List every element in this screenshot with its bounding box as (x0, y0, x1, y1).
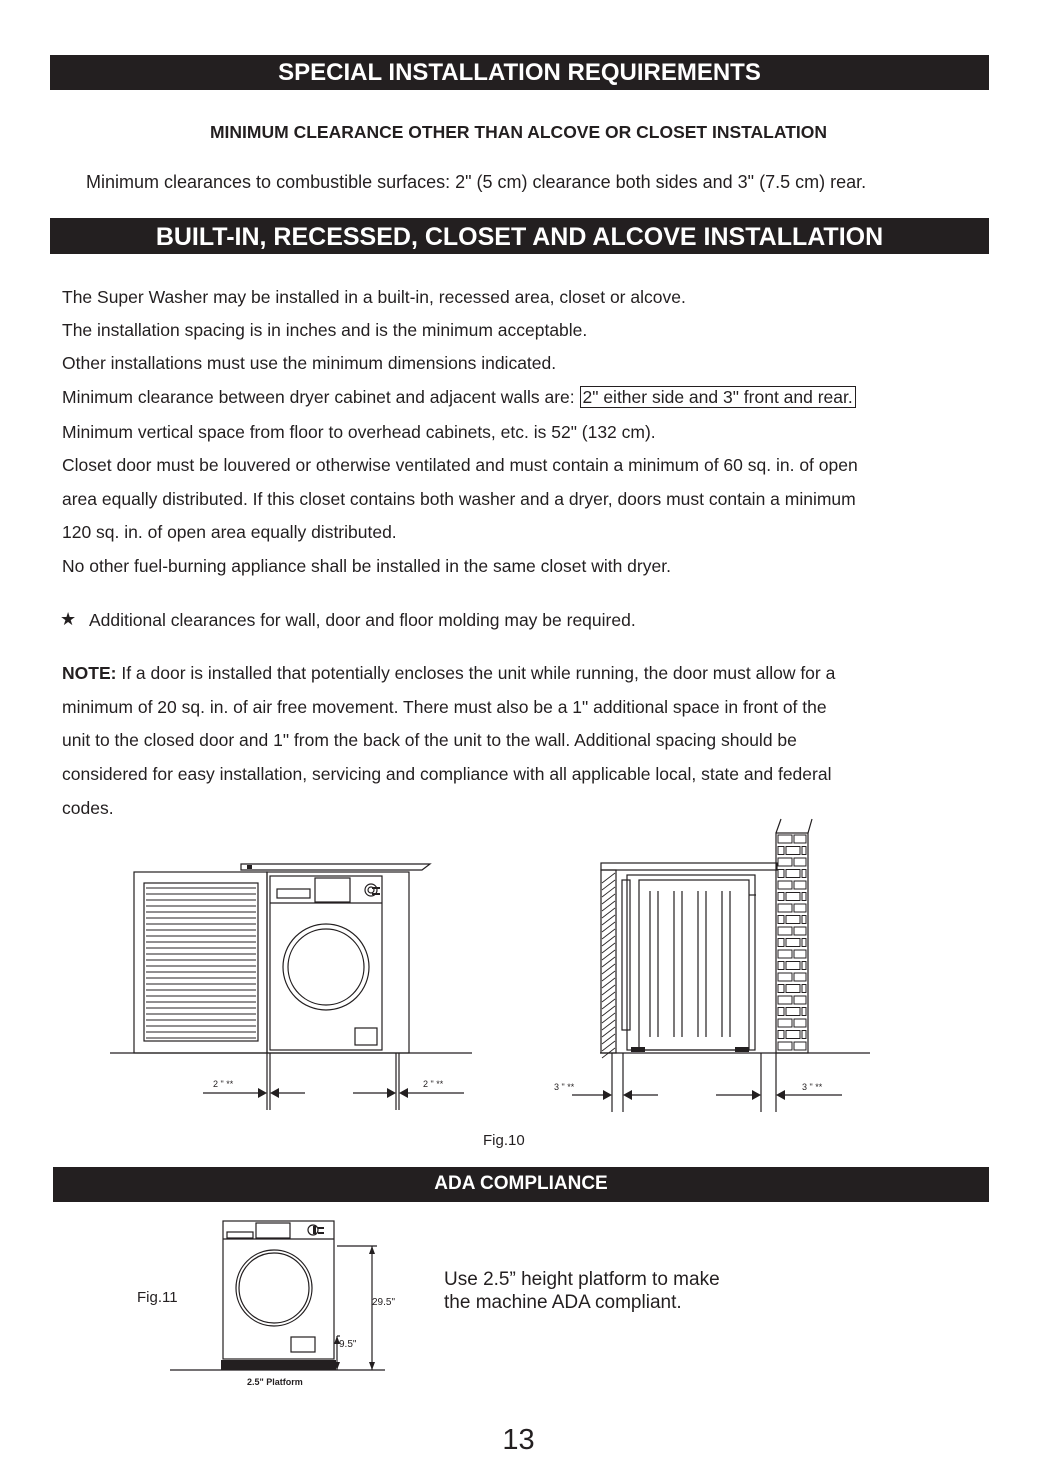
wall-brick (802, 939, 806, 947)
ada-instruction-line-1: Use 2.5” height platform to make (444, 1269, 720, 1290)
wall-brick (778, 985, 784, 993)
wall-brick (778, 893, 784, 901)
wall-brick (794, 1042, 806, 1050)
wall-brick (786, 916, 800, 924)
wall-brick (786, 870, 800, 878)
wall-brick (778, 1031, 784, 1039)
wall-brick (794, 904, 806, 912)
min-clearance-text: Minimum clearances to combustible surfaces: 2" (5 cm) clearance both sides and 3" (7.5 cm) rear. (86, 172, 867, 192)
wall-brick (802, 962, 806, 970)
page-number: 13 (502, 1424, 535, 1456)
wall-brick (786, 847, 800, 855)
wall-brick (778, 1008, 784, 1016)
wall-brick (802, 985, 806, 993)
fig10-side-view-diagram (530, 815, 875, 1120)
wall-brick (778, 881, 792, 889)
wall-brick (778, 916, 784, 924)
fig11-door-height-label: 9.5" (339, 1339, 357, 1350)
fig10-left-clearance-label: 2 " ** (213, 1079, 234, 1089)
wall-brick (778, 870, 784, 878)
wall-brick (778, 858, 792, 866)
wall-brick (778, 904, 792, 912)
builtin-line-1: The Super Washer may be installed in a built-in, recessed area, closet or alcove. (62, 287, 686, 307)
wall-brick (778, 835, 792, 843)
special-installation-heading: SPECIAL INSTALLATION REQUIREMENTS (50, 55, 989, 90)
builtin-line-7: area equally distributed. If this closet contains both washer and a dryer, doors must contain a minimum (62, 489, 856, 509)
wall-brick (786, 985, 800, 993)
builtin-line-2: The installation spacing is in inches and is the minimum acceptable. (62, 320, 588, 340)
wall-brick (778, 996, 792, 1004)
fig11-ada-platform-diagram (165, 1215, 415, 1395)
wall-brick (786, 962, 800, 970)
builtin-line-6: Closet door must be louvered or otherwise ventilated and must contain a minimum of 60 sq. in. of open (62, 455, 858, 475)
wall-brick (786, 1031, 800, 1039)
fig11-platform-label: 2.5" Platform (247, 1377, 303, 1387)
wall-brick (802, 1031, 806, 1039)
builtin-line-4-prefix: Minimum clearance between dryer cabinet and adjacent walls are: (62, 387, 575, 407)
wall-brick (794, 858, 806, 866)
wall-brick (794, 1019, 806, 1027)
wall-brick (778, 927, 792, 935)
wall-brick (778, 847, 784, 855)
wall-brick (778, 1042, 792, 1050)
star-icon: ★ (60, 609, 77, 629)
wall-brick (794, 996, 806, 1004)
ada-instruction (444, 1268, 720, 1314)
wall-brick (794, 973, 806, 981)
builtin-installation-heading: BUILT-IN, RECESSED, CLOSET AND ALCOVE INSTALLATION (50, 218, 989, 254)
note-line-1 (62, 662, 835, 684)
wall-brick (794, 927, 806, 935)
fig11-caption: Fig.11 (137, 1289, 178, 1306)
wall-brick (786, 1008, 800, 1016)
builtin-line-4 (62, 386, 856, 408)
wall-brick (802, 847, 806, 855)
note-line-4: considered for easy installation, servicing and compliance with all applicable local, state and federal (62, 764, 832, 784)
wall-brick (778, 962, 784, 970)
wall-brick (786, 893, 800, 901)
min-clearance-heading: MINIMUM CLEARANCE OTHER THAN ALCOVE OR CLOSET INSTALATION (209, 122, 827, 142)
fig10-caption: Fig.10 (483, 1132, 525, 1149)
wall-brick (802, 916, 806, 924)
clearance-highlight-box: 2" either side and 3" front and rear. (580, 386, 856, 408)
wall-brick (778, 973, 792, 981)
note-line-5: codes. (62, 798, 114, 818)
fig10-rear-clearance-label: 3 " ** (802, 1082, 823, 1092)
additional-clearance-note: Additional clearances for wall, door and floor molding may be required. (89, 610, 636, 630)
builtin-line-5: Minimum vertical space from floor to overhead cabinets, etc. is 52" (132 cm). (62, 422, 656, 442)
wall-brick (778, 1019, 792, 1027)
note-line-3: unit to the closed door and 1" from the back of the unit to the wall. Additional spacing should be (62, 730, 797, 750)
wall-brick (794, 950, 806, 958)
ada-instruction-line-2: the machine ADA compliant. (444, 1292, 682, 1313)
wall-brick (794, 835, 806, 843)
fig10-front-clearance-label: 3 " ** (554, 1082, 575, 1092)
note-label: NOTE: (62, 663, 117, 683)
wall-brick (802, 893, 806, 901)
note-line-2: minimum of 20 sq. in. of air free movement. There must also be a 1" additional space in front of the (62, 697, 827, 717)
builtin-line-8: 120 sq. in. of open area equally distributed. (62, 522, 397, 542)
wall-brick (786, 939, 800, 947)
note-line-1-text: If a door is installed that potentially encloses the unit while running, the door must allow for a (121, 663, 836, 683)
builtin-line-9: No other fuel-burning appliance shall be installed in the same closet with dryer. (62, 556, 671, 576)
ada-compliance-heading: ADA COMPLIANCE (53, 1167, 989, 1202)
builtin-line-3: Other installations must use the minimum dimensions indicated. (62, 353, 557, 373)
wall-brick (778, 939, 784, 947)
wall-brick (802, 870, 806, 878)
wall-brick (778, 950, 792, 958)
wall-brick (802, 1008, 806, 1016)
fig10-right-clearance-label: 2 " ** (423, 1079, 444, 1089)
wall-brick (794, 881, 806, 889)
fig10-front-view-diagram (100, 855, 480, 1120)
fig11-height-label: 29.5" (372, 1297, 396, 1308)
